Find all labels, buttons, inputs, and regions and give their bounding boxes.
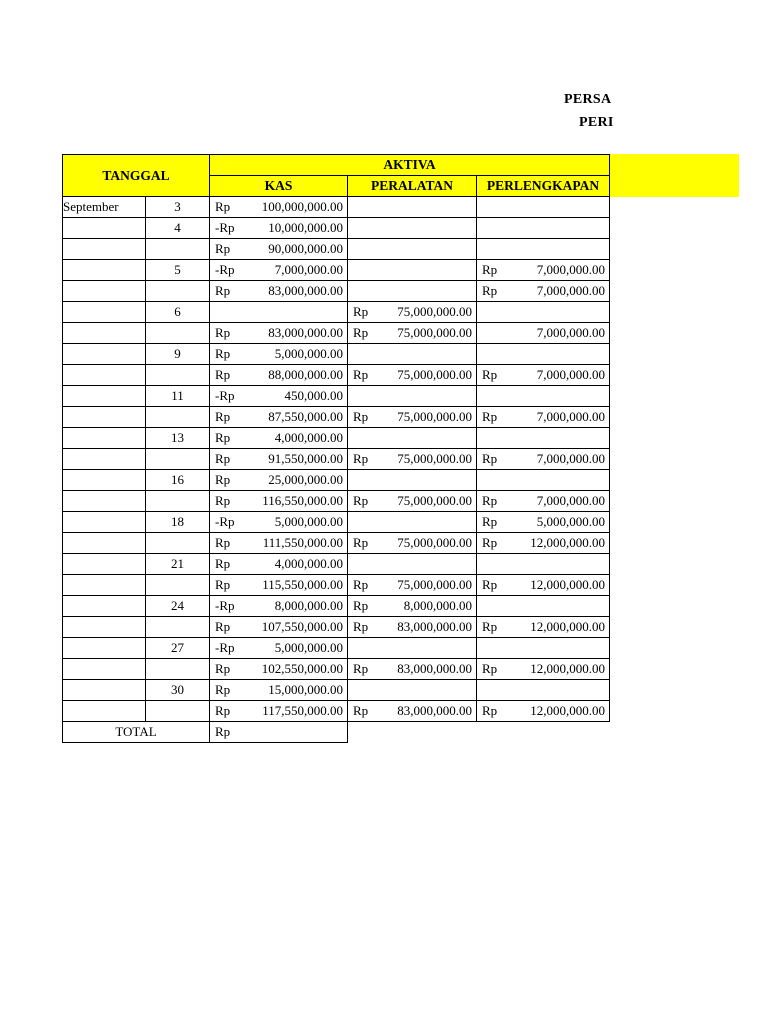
perlengkapan-currency: Rp [482, 514, 498, 529]
perlengkapan-cell [477, 239, 610, 260]
total-peralatan-empty [348, 722, 477, 743]
perlengkapan-amount: 12,000,000.00 [530, 535, 605, 550]
kas-cell [210, 638, 348, 659]
table-row [63, 281, 610, 302]
kas-currency: -Rp [215, 598, 235, 613]
month-cell [63, 596, 146, 617]
peralatan-amount: 75,000,000.00 [397, 325, 472, 340]
peralatan-currency: Rp [353, 577, 369, 592]
month-cell [63, 680, 146, 701]
day-cell [146, 449, 210, 470]
header-perlengkapan: PERLENGKAPAN [477, 176, 610, 197]
kas-amount: 25,000,000.00 [268, 472, 343, 487]
peralatan-currency: Rp [353, 325, 369, 340]
peralatan-amount: 75,000,000.00 [397, 304, 472, 319]
kas-cell [210, 239, 348, 260]
peralatan-amount: 83,000,000.00 [397, 703, 472, 718]
perlengkapan-amount: 12,000,000.00 [530, 577, 605, 592]
kas-currency: Rp [215, 241, 231, 256]
day-cell: 9 [146, 344, 210, 365]
table-row [63, 659, 610, 680]
day-cell [146, 365, 210, 386]
perlengkapan-cell [477, 638, 610, 659]
kas-currency: Rp [215, 682, 231, 697]
kas-currency: Rp [215, 346, 231, 361]
peralatan-cell [348, 197, 477, 218]
peralatan-currency: Rp [353, 661, 369, 676]
table-row [63, 407, 610, 428]
kas-cell [210, 428, 348, 449]
month-cell [63, 470, 146, 491]
kas-currency: Rp [215, 409, 231, 424]
month-cell [63, 533, 146, 554]
day-cell: 24 [146, 596, 210, 617]
peralatan-amount: 75,000,000.00 [397, 535, 472, 550]
kas-amount: 4,000,000.00 [274, 430, 343, 445]
kas-cell [210, 575, 348, 596]
day-cell [146, 659, 210, 680]
perlengkapan-cell [477, 596, 610, 617]
kas-amount: 88,000,000.00 [268, 367, 343, 382]
day-cell: 27 [146, 638, 210, 659]
perlengkapan-currency: Rp [482, 577, 498, 592]
month-cell [63, 659, 146, 680]
peralatan-currency: Rp [353, 367, 369, 382]
kas-currency: Rp [215, 661, 231, 676]
kas-currency: Rp [215, 556, 231, 571]
kas-cell [210, 617, 348, 638]
kas-cell [210, 596, 348, 617]
table-row [63, 239, 610, 260]
peralatan-cell [348, 596, 477, 617]
table-row [63, 386, 610, 407]
month-cell [63, 218, 146, 239]
peralatan-currency: Rp [353, 619, 369, 634]
peralatan-cell [348, 470, 477, 491]
perlengkapan-amount: 7,000,000.00 [536, 325, 605, 340]
day-cell: 16 [146, 470, 210, 491]
kas-currency: Rp [215, 493, 231, 508]
peralatan-cell [348, 701, 477, 722]
perlengkapan-amount: 7,000,000.00 [536, 493, 605, 508]
kas-amount: 115,550,000.00 [262, 577, 343, 592]
perlengkapan-currency: Rp [482, 367, 498, 382]
day-cell [146, 281, 210, 302]
header-aktiva: AKTIVA [210, 155, 610, 176]
month-cell [63, 428, 146, 449]
month-cell [63, 638, 146, 659]
total-row [63, 722, 610, 743]
perlengkapan-cell [477, 554, 610, 575]
kas-cell [210, 197, 348, 218]
kas-amount: 8,000,000.00 [274, 598, 343, 613]
month-cell [63, 344, 146, 365]
day-cell [146, 239, 210, 260]
table-row [63, 218, 610, 239]
table-row [63, 533, 610, 554]
month-cell [63, 260, 146, 281]
peralatan-currency: Rp [353, 598, 369, 613]
month-cell [63, 554, 146, 575]
table-row [63, 260, 610, 281]
peralatan-cell [348, 344, 477, 365]
peralatan-cell [348, 680, 477, 701]
month-cell [63, 617, 146, 638]
kas-cell [210, 659, 348, 680]
kas-currency: -Rp [215, 388, 235, 403]
header-highlight-strip [609, 154, 739, 197]
kas-currency: Rp [215, 619, 231, 634]
table-row [63, 701, 610, 722]
day-cell: 6 [146, 302, 210, 323]
kas-cell [210, 344, 348, 365]
kas-currency: Rp [215, 430, 231, 445]
kas-amount: 83,000,000.00 [268, 325, 343, 340]
kas-amount: 450,000.00 [284, 388, 343, 403]
total-perlengkapan-empty [477, 722, 610, 743]
table-row [63, 596, 610, 617]
day-cell [146, 323, 210, 344]
perlengkapan-currency: Rp [482, 409, 498, 424]
day-cell [146, 575, 210, 596]
table-row [63, 638, 610, 659]
perlengkapan-amount: 7,000,000.00 [536, 409, 605, 424]
peralatan-amount: 75,000,000.00 [397, 451, 472, 466]
kas-currency: Rp [215, 472, 231, 487]
peralatan-cell [348, 302, 477, 323]
day-cell: 4 [146, 218, 210, 239]
peralatan-amount: 75,000,000.00 [397, 409, 472, 424]
kas-amount: 102,550,000.00 [261, 661, 343, 676]
kas-amount: 5,000,000.00 [274, 514, 343, 529]
day-cell: 30 [146, 680, 210, 701]
kas-currency: Rp [215, 535, 231, 550]
table-row [63, 491, 610, 512]
kas-cell [210, 449, 348, 470]
peralatan-amount: 8,000,000.00 [403, 598, 472, 613]
kas-amount: 100,000,000.00 [261, 199, 343, 214]
peralatan-cell [348, 554, 477, 575]
peralatan-cell [348, 617, 477, 638]
peralatan-cell [348, 281, 477, 302]
perlengkapan-cell [477, 512, 610, 533]
peralatan-currency: Rp [353, 409, 369, 424]
kas-amount: 117,550,000.00 [262, 703, 343, 718]
peralatan-cell [348, 638, 477, 659]
perlengkapan-cell [477, 365, 610, 386]
perlengkapan-cell [477, 428, 610, 449]
perlengkapan-cell [477, 386, 610, 407]
peralatan-cell [348, 512, 477, 533]
ledger-table [62, 154, 610, 743]
table-row [63, 428, 610, 449]
peralatan-cell [348, 407, 477, 428]
peralatan-amount: 75,000,000.00 [397, 367, 472, 382]
perlengkapan-cell [477, 344, 610, 365]
perlengkapan-amount: 7,000,000.00 [536, 283, 605, 298]
day-cell: 11 [146, 386, 210, 407]
peralatan-cell [348, 575, 477, 596]
table-row [63, 617, 610, 638]
kas-cell [210, 386, 348, 407]
total-label: TOTAL [63, 722, 210, 743]
perlengkapan-cell [477, 281, 610, 302]
table-row [63, 554, 610, 575]
perlengkapan-currency: Rp [482, 451, 498, 466]
month-cell [63, 575, 146, 596]
kas-cell [210, 365, 348, 386]
kas-currency: Rp [215, 367, 231, 382]
perlengkapan-cell [477, 533, 610, 554]
day-cell [146, 491, 210, 512]
perlengkapan-currency: Rp [482, 493, 498, 508]
peralatan-cell [348, 449, 477, 470]
kas-amount: 4,000,000.00 [274, 556, 343, 571]
month-cell [63, 281, 146, 302]
kas-currency: Rp [215, 199, 231, 214]
peralatan-amount: 83,000,000.00 [397, 619, 472, 634]
peralatan-cell [348, 533, 477, 554]
perlengkapan-amount: 12,000,000.00 [530, 619, 605, 634]
perlengkapan-cell [477, 491, 610, 512]
perlengkapan-cell [477, 470, 610, 491]
month-cell [63, 365, 146, 386]
peralatan-currency: Rp [353, 535, 369, 550]
kas-amount: 7,000,000.00 [274, 262, 343, 277]
total-kas-currency: Rp [215, 724, 231, 739]
perlengkapan-cell [477, 701, 610, 722]
month-cell [63, 491, 146, 512]
ledger-body [63, 197, 610, 722]
table-row [63, 302, 610, 323]
kas-cell [210, 701, 348, 722]
report-title-line-2: PERI [579, 115, 614, 130]
perlengkapan-currency: Rp [482, 535, 498, 550]
perlengkapan-cell [477, 659, 610, 680]
table-row [63, 680, 610, 701]
peralatan-cell [348, 365, 477, 386]
peralatan-currency: Rp [353, 703, 369, 718]
kas-cell [210, 554, 348, 575]
table-row [63, 197, 610, 218]
day-cell: 3 [146, 197, 210, 218]
perlengkapan-amount: 12,000,000.00 [530, 661, 605, 676]
kas-amount: 15,000,000.00 [268, 682, 343, 697]
perlengkapan-amount: 12,000,000.00 [530, 703, 605, 718]
day-cell [146, 533, 210, 554]
kas-cell [210, 302, 348, 323]
perlengkapan-cell [477, 302, 610, 323]
kas-amount: 83,000,000.00 [268, 283, 343, 298]
peralatan-cell [348, 323, 477, 344]
day-cell [146, 617, 210, 638]
perlengkapan-amount: 7,000,000.00 [536, 367, 605, 382]
perlengkapan-amount: 7,000,000.00 [536, 262, 605, 277]
peralatan-amount: 83,000,000.00 [397, 661, 472, 676]
day-cell: 5 [146, 260, 210, 281]
kas-cell [210, 512, 348, 533]
table-row [63, 449, 610, 470]
peralatan-cell [348, 659, 477, 680]
table-row [63, 512, 610, 533]
day-cell: 13 [146, 428, 210, 449]
table-row [63, 470, 610, 491]
month-cell [63, 407, 146, 428]
kas-cell [210, 407, 348, 428]
month-cell [63, 239, 146, 260]
kas-cell [210, 260, 348, 281]
report-title-line-1: PERSA [564, 92, 612, 107]
kas-currency: Rp [215, 283, 231, 298]
kas-cell [210, 281, 348, 302]
kas-currency: Rp [215, 451, 231, 466]
perlengkapan-cell [477, 407, 610, 428]
kas-cell [210, 533, 348, 554]
kas-amount: 116,550,000.00 [262, 493, 343, 508]
header-peralatan: PERALATAN [348, 176, 477, 197]
month-cell [63, 449, 146, 470]
peralatan-cell [348, 386, 477, 407]
peralatan-cell [348, 260, 477, 281]
perlengkapan-cell [477, 575, 610, 596]
perlengkapan-currency: Rp [482, 262, 498, 277]
kas-cell [210, 470, 348, 491]
day-cell: 21 [146, 554, 210, 575]
month-cell [63, 386, 146, 407]
perlengkapan-cell [477, 323, 610, 344]
day-cell [146, 701, 210, 722]
header-kas: KAS [210, 176, 348, 197]
month-cell [63, 302, 146, 323]
table-row [63, 365, 610, 386]
kas-currency: Rp [215, 577, 231, 592]
kas-cell [210, 218, 348, 239]
peralatan-currency: Rp [353, 304, 369, 319]
perlengkapan-amount: 5,000,000.00 [536, 514, 605, 529]
kas-cell [210, 491, 348, 512]
kas-amount: 10,000,000.00 [268, 220, 343, 235]
perlengkapan-amount: 7,000,000.00 [536, 451, 605, 466]
peralatan-cell [348, 239, 477, 260]
day-cell: 18 [146, 512, 210, 533]
kas-amount: 5,000,000.00 [274, 346, 343, 361]
month-cell [63, 323, 146, 344]
table-row [63, 344, 610, 365]
peralatan-cell [348, 218, 477, 239]
perlengkapan-cell [477, 218, 610, 239]
perlengkapan-cell [477, 617, 610, 638]
kas-cell [210, 323, 348, 344]
kas-currency: -Rp [215, 640, 235, 655]
kas-amount: 111,550,000.00 [262, 535, 343, 550]
kas-amount: 91,550,000.00 [268, 451, 343, 466]
kas-cell [210, 680, 348, 701]
perlengkapan-cell [477, 449, 610, 470]
month-cell [63, 701, 146, 722]
peralatan-cell [348, 428, 477, 449]
month-cell: September [63, 197, 146, 218]
kas-currency: -Rp [215, 220, 235, 235]
table-row [63, 575, 610, 596]
peralatan-currency: Rp [353, 451, 369, 466]
perlengkapan-currency: Rp [482, 661, 498, 676]
perlengkapan-cell [477, 260, 610, 281]
table-row [63, 323, 610, 344]
kas-currency: -Rp [215, 514, 235, 529]
kas-amount: 107,550,000.00 [261, 619, 343, 634]
peralatan-amount: 75,000,000.00 [397, 493, 472, 508]
day-cell [146, 407, 210, 428]
total-kas [210, 722, 348, 743]
kas-currency: Rp [215, 325, 231, 340]
peralatan-cell [348, 491, 477, 512]
kas-amount: 90,000,000.00 [268, 241, 343, 256]
kas-amount: 87,550,000.00 [268, 409, 343, 424]
kas-amount: 5,000,000.00 [274, 640, 343, 655]
perlengkapan-currency: Rp [482, 283, 498, 298]
kas-currency: -Rp [215, 262, 235, 277]
perlengkapan-currency: Rp [482, 703, 498, 718]
kas-currency: Rp [215, 703, 231, 718]
month-cell [63, 512, 146, 533]
peralatan-amount: 75,000,000.00 [397, 577, 472, 592]
peralatan-currency: Rp [353, 493, 369, 508]
perlengkapan-cell [477, 197, 610, 218]
perlengkapan-currency: Rp [482, 619, 498, 634]
perlengkapan-cell [477, 680, 610, 701]
header-tanggal: TANGGAL [63, 155, 210, 197]
